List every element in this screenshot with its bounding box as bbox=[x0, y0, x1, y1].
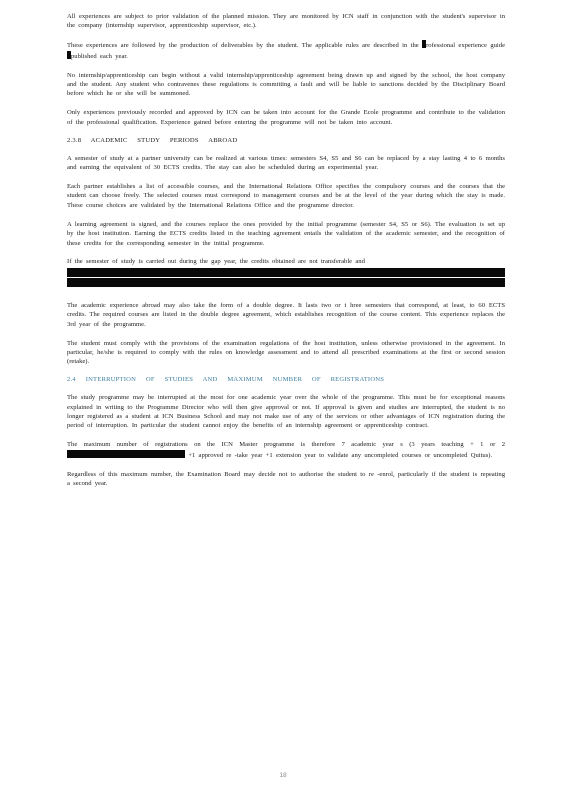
paragraph-partner-courses: Each partner establishes a list of accessible courses, and the International Relations Office specifies the compulsory courses and the courses that the student can choose freely. The selected courses must correspond to management courses and be at the level of the year during which the stay is made. These course choices are validated by the International Relations Office and the programme director. bbox=[67, 182, 505, 209]
paragraph-deliverables bbox=[67, 40, 505, 61]
paragraph-max-registrations-end: +1 approved re -take year +1 extension year to validate any uncompleted courses or uncompleted Quitus). bbox=[188, 451, 493, 459]
paragraph-internship-agreement: No internship/apprenticeship can begin without a valid internship/apprenticeship agreement being drawn up and signed by the school, the host company and the student. Any student who contravenes these regulations is committing a fault and will be liable to sanctions decided by the Disciplinary Board before which he or she will be summoned. bbox=[67, 71, 505, 98]
guide-name: rofessional experience guide bbox=[426, 42, 505, 50]
paragraph-experience-validation: All experiences are subject to prior validation of the planned mission. They are monitored by ICN staff in conjunction with the student's supervisor in the company (internship supervisor, apprenticeship supervisor, etc.). bbox=[67, 13, 505, 30]
paragraph-gap-year bbox=[67, 257, 505, 286]
paragraph-max-registrations bbox=[67, 440, 505, 460]
paragraph-deliverables-end: published each year. bbox=[71, 52, 128, 60]
paragraph-max-registrations-start: The maximum number of registrations on the ICN Master programme is therefore 7 academic year s (3 years teaching + 1 or 2 bbox=[67, 441, 505, 449]
paragraph-gap-year-text: If the semester of study is carried out during the gap year, the credits obtained are not transferable and bbox=[67, 258, 365, 266]
section-heading-study-abroad: 2.3.8 ACADEMIC STUDY PERIODS ABROAD bbox=[67, 136, 238, 144]
paragraph-learning-agreement: A learning agreement is signed, and the courses replace the ones provided by the initial programme (semester S4, S5 or S6). The evaluation is set up by the host institution. Earning the ECTS credits listed in the teaching agreement entails the validation of the academic semester, and the recognition of these credits for the corresponding semester in the initial programme. bbox=[67, 220, 505, 247]
paragraph-interruption: The study programme may be interrupted at the most for one academic year over the whole of the programme. This must be for exceptional reasons explained in writing to the Programme Director who will then give approval or not. If approval is given and studies are interrupted, the student is no longer registered as a student at ICN Business School and may not make use of any of the services or other advantages of ICN registration during the period of interruption. In particular the student cannot enjoy the benefits of an internship agreement or apprenticeship contract. bbox=[67, 394, 505, 430]
paragraph-semester-abroad: A semester of study at a partner university can be realized at various times: semesters S4, S5 and S6 can be replaced by a stay lasting 4 to 6 months and earning the equivalent of 30 ECTS credits. The stay can also be scheduled during an experimental year. bbox=[67, 154, 505, 172]
redaction-box bbox=[67, 450, 185, 458]
paragraph-examination-rules: The student must comply with the provisions of the examination regulations of the host institution, unless otherwise provisioned in the agreement. In particular, he/she is required to comply with the rules on knowledge assessment and to attend all prescribed examinations at the first or second session (retake). bbox=[67, 339, 505, 366]
paragraph-examination-board: Regardless of this maximum number, the Examination Board may decide not to authorise the student to re -enrol, particularly if the student is repeating a second year. bbox=[67, 470, 505, 488]
paragraph-recorded-experiences: Only experiences previously recorded and approved by ICN can be taken into account for the Grande Ecole programme and contribute to the validation of the professional qualification. Experience gained before entering the programme will not be taken into account. bbox=[67, 109, 505, 126]
document-body bbox=[67, 12, 505, 498]
paragraph-deliverables-start: These experiences are followed by the production of deliverables by the student. The applicable rules are described in the bbox=[67, 42, 419, 50]
redaction-bar bbox=[67, 268, 505, 277]
section-heading-interruption: 2.4 INTERRUPTION OF STUDIES AND MAXIMUM NUMBER OF REGISTRATIONS bbox=[67, 376, 385, 384]
paragraph-double-degree: The academic experience abroad may also take the form of a double degree. It lasts two or t hree semesters that correspond, at least, to 60 ECTS credits. The required courses are listed in the double degree agreement, which establishes recognition of the course content. This experience replaces the 3rd year of the programme. bbox=[67, 301, 505, 328]
redaction-bar bbox=[67, 278, 505, 287]
page-number: 18 bbox=[279, 772, 287, 779]
